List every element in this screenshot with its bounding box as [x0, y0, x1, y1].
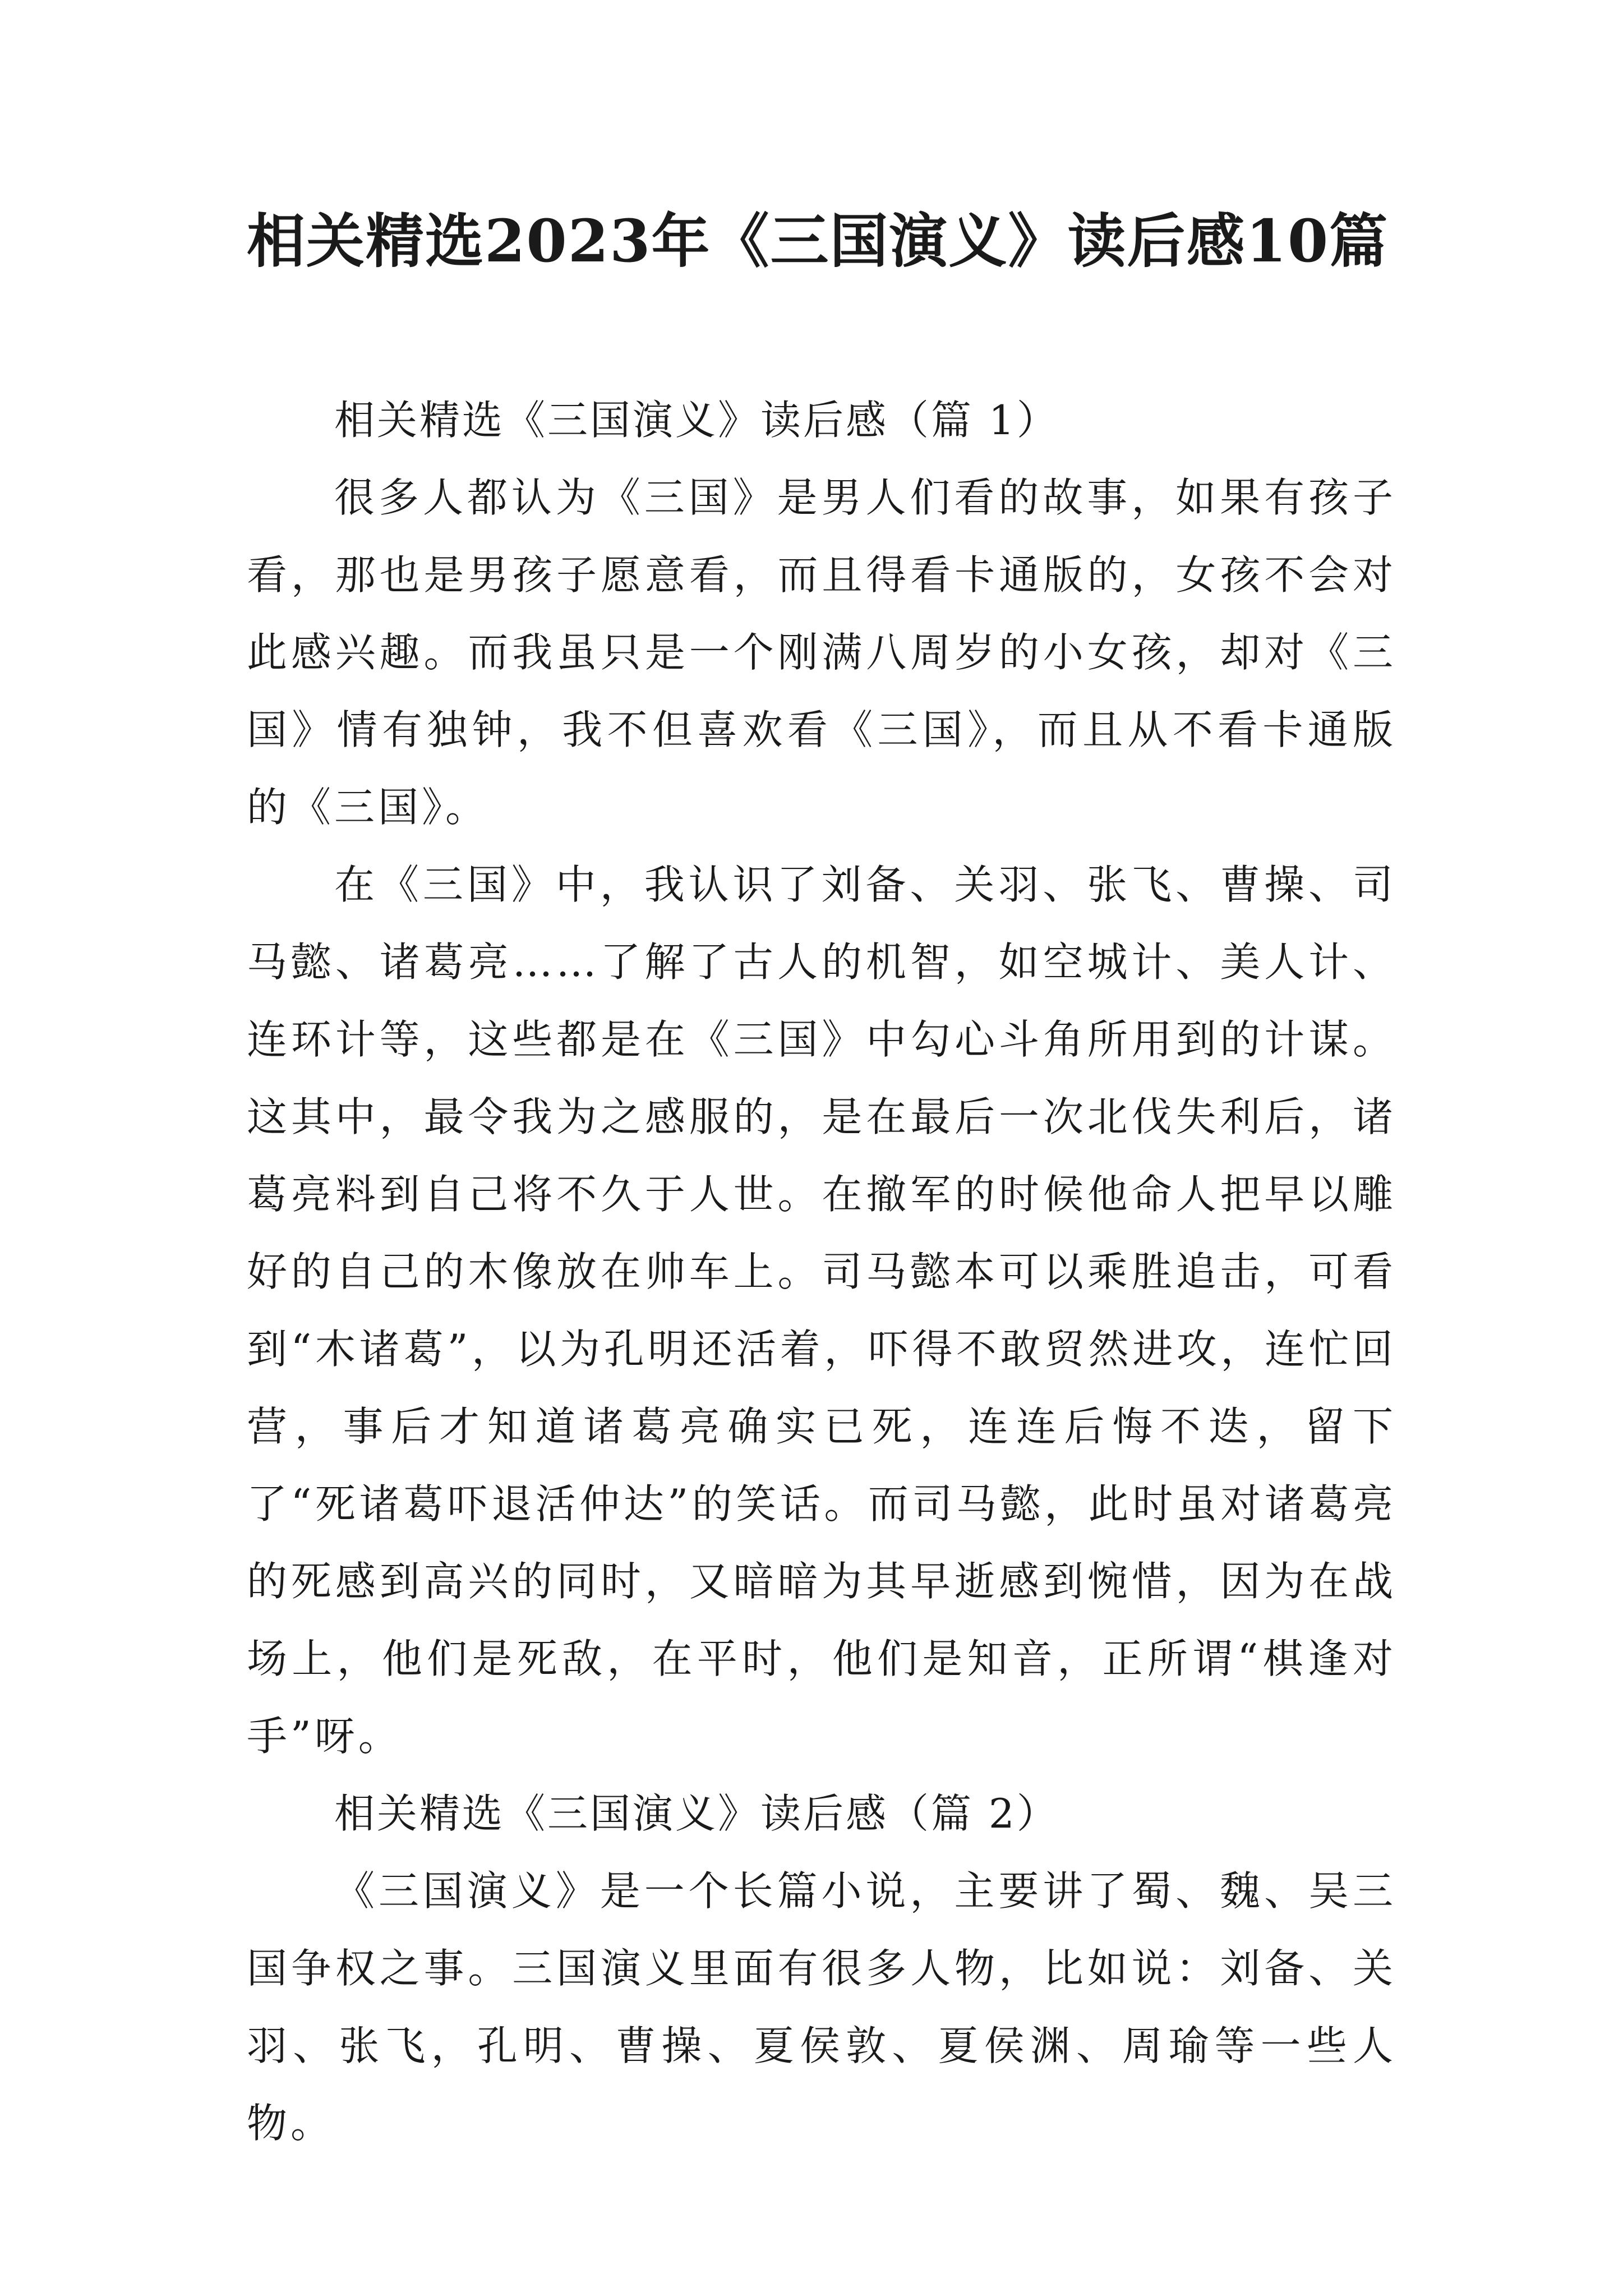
document-title: 相关精选2023年《三国演义》读后感10篇: [247, 206, 1389, 275]
section-heading-2: 相关精选《三国演义》读后感（篇 2）: [334, 1790, 1059, 1837]
document-body: [247, 381, 1396, 2162]
paragraph: 很多人都认为《三国》是男人们看的故事，如果有孩子看，那也是男孩子愿意看，而且得看卡通版的，女孩不会对此感兴趣。而我虽只是一个刚满八周岁的小女孩，却对《三国》情有独钟，我不但喜欢看《三国》，而且从不看卡通版的《三国》。: [247, 474, 1396, 831]
paragraph: 《三国演义》是一个长篇小说，主要讲了蜀、魏、吴三国争权之事。三国演义里面有很多人物，比如说：刘备、关羽、张飞，孔明、曹操、夏侯敦、夏侯渊、周瑜等一些人物。: [247, 1867, 1396, 2147]
section-heading-1: 相关精选《三国演义》读后感（篇 1）: [334, 397, 1059, 444]
paragraph: 在《三国》中，我认识了刘备、关羽、张飞、曹操、司马懿、诸葛亮……了解了古人的机智，如空城计、美人计、连环计等，这些都是在《三国》中勾心斗角所用到的计谋。这其中，最令我为之感服的，是在最后一次北伐失利后，诸葛亮料到自己将不久于人世。在撤军的时候他命人把早以雕好的自己的木像放在帅车上。司马懿本可以乘胜追击，可看到“木诸葛”，以为孔明还活着，吓得不敢贸然进攻，连忙回营，事后才知道诸葛亮确实已死，连连后悔不迭，留下了“死诸葛吓退活仲达”的笑话。而司马懿，此时虽对诸葛亮的死感到高兴的同时，又暗暗为其早逝感到惋惜，因为在战场上，他们是死敌，在平时，他们是知音，正所谓“棋逢对手”呀。: [247, 861, 1396, 1760]
